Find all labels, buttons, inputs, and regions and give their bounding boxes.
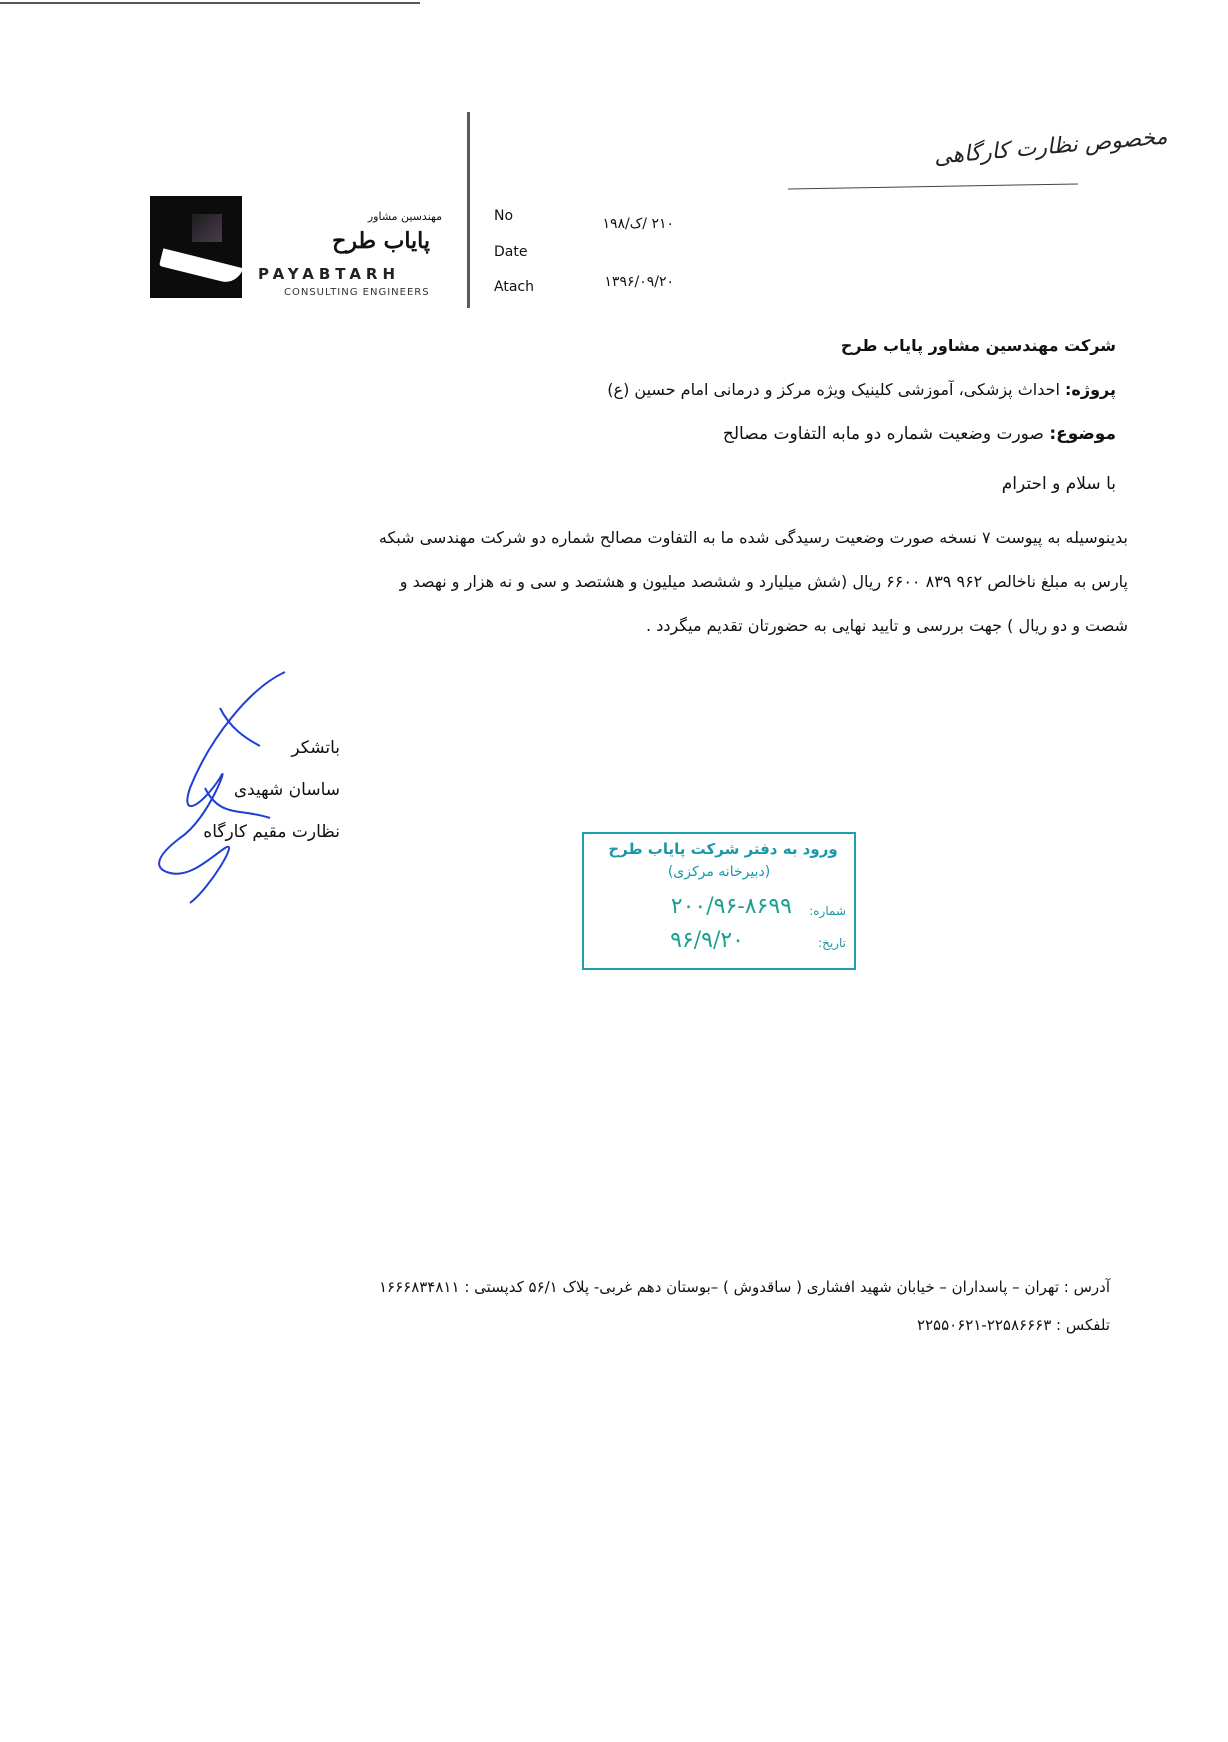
signature-name: ساسان شهیدی [233, 780, 340, 800]
signature-title: نظارت مقیم کارگاه [203, 822, 340, 842]
footer-address: آدرس : تهران – پاسداران – خیابان شهید افشاری ( ساقدوش ) –بوستان دهم غربی- پلاک ۵۶/۱ کدپستی : ۱۶۶۶۸۳۴۸۱۱ [378, 1278, 1110, 1296]
handwritten-heading: مخصوص نظارت کارگاهی [932, 124, 1169, 170]
company-persian-name: پایاب طرح [332, 228, 430, 254]
company-english-name: PAYABTARH [258, 265, 401, 283]
logo-accent-shape [192, 214, 222, 242]
stamp-date-value: ۹۶/۹/۲۰ [670, 928, 744, 953]
letter-paragraph [178, 516, 1128, 648]
recipient-company: شرکت مهندسین مشاور پایاب طرح [840, 336, 1116, 355]
footer-phone: تلفکس : ۲۲۵۸۶۶۶۳-۲۲۵۵۰۶۲۱ [916, 1316, 1110, 1334]
stamp-title: ورود به دفتر شرکت پایاب طرح [608, 840, 838, 858]
date-label: Date [494, 244, 528, 260]
stamp-number-value: ۲۰۰/۹۶-۸۶۹۹ [670, 894, 792, 919]
no-label: No [494, 208, 514, 224]
stamp-date-label: تاریخ: [818, 936, 846, 950]
stamp-subtitle: (دبیرخانه مرکزی) [667, 864, 771, 880]
handwritten-signature [150, 668, 310, 908]
paragraph-line: شصت و دو ریال ) جهت بررسی و تایید نهایی به حضورتان تقدیم میگردد . [646, 616, 1128, 635]
attach-label: Atach [494, 279, 534, 295]
handwritten-underline [788, 183, 1078, 189]
stamp-number-label: شماره: [809, 904, 846, 918]
letter-number: ۲۱۰ /ک/۱۹۸ [602, 216, 674, 232]
signature-stroke [220, 708, 260, 746]
company-english-subtitle: CONSULTING ENGINEERS [284, 287, 430, 298]
scan-edge-line [0, 2, 420, 4]
paragraph-line: بدینوسیله به پیوست ۷ نسخه صورت وضعیت رسیدگی شده ما به التفاوت مصالح شماره دو شرکت مهندسی شبکه [378, 528, 1128, 547]
project-line [116, 380, 1116, 399]
logo-wave-shape [159, 248, 242, 285]
subject-label: موضوع: [1049, 424, 1116, 444]
letterhead-divider [467, 112, 470, 308]
paragraph-line: پارس به مبلغ ناخالص ۹۶۲ ۸۳۹ ۶۶۰۰ ریال (شش میلیارد و ششصد میلیون و هشتصد و سی و نه هزار و نهصد و [399, 572, 1128, 591]
signature-closing: باتشکر [291, 738, 340, 758]
project-text: احداث پزشکی، آموزشی کلینیک ویژه مرکز و درمانی امام حسین (ع) [607, 380, 1060, 399]
received-stamp [582, 832, 856, 970]
company-logo [150, 196, 242, 298]
subject-line [116, 424, 1116, 444]
letter-date: ۱۳۹۶/۰۹/۲۰ [604, 274, 674, 290]
subject-text: صورت وضعیت شماره دو مابه التفاوت مصالح [722, 424, 1044, 444]
project-label: پروژه: [1065, 380, 1116, 399]
greeting: با سلام و احترام [1001, 474, 1116, 494]
signature-stroke [159, 672, 285, 903]
company-persian-subtitle: مهندسین مشاور [367, 210, 442, 223]
